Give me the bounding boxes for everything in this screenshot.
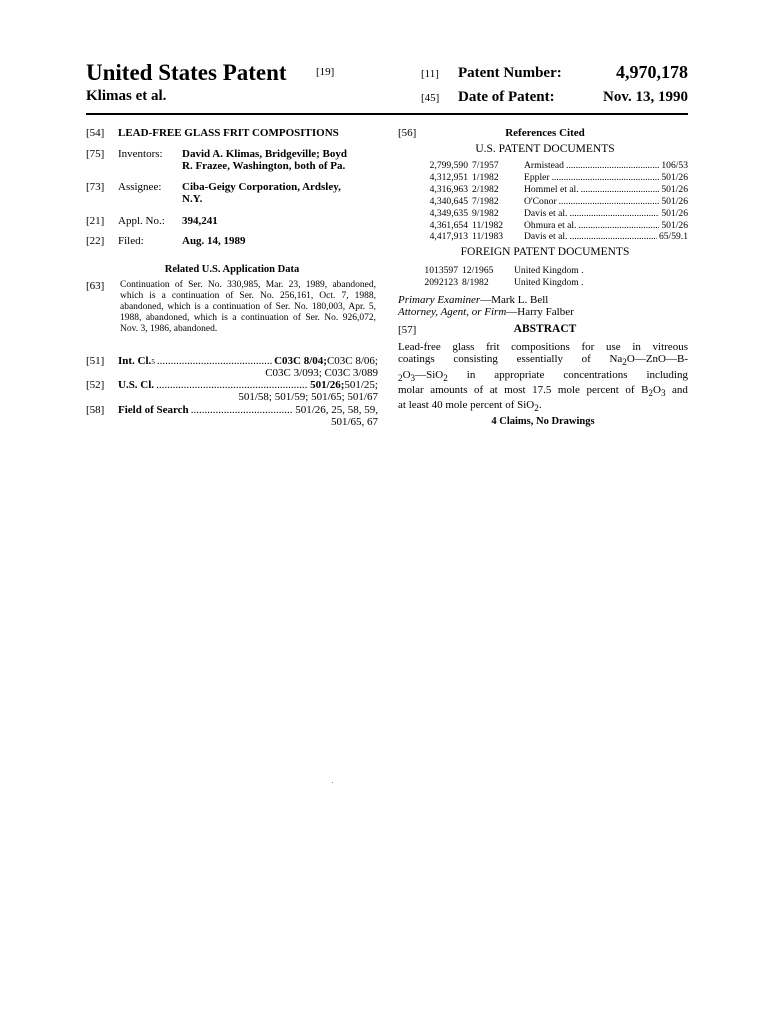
table-row xyxy=(410,220,688,232)
field-search-value: 501/26, 25, 58, 59, xyxy=(295,404,378,416)
foreign-date: 12/1965 xyxy=(462,265,494,276)
date-of-patent-value: Nov. 13, 1990 xyxy=(602,89,688,105)
ref-name: Hommel et al. xyxy=(524,183,579,195)
us-cl-code: [52] xyxy=(86,379,105,391)
ref-leader xyxy=(552,172,660,184)
abstract-heading: ABSTRACT xyxy=(513,323,577,335)
abstract-code: [57] xyxy=(398,324,417,336)
references-heading: References Cited xyxy=(505,127,585,139)
foreign-country: United Kingdom . xyxy=(514,277,584,288)
attorney: Attorney, Agent, or Firm—Harry Falber xyxy=(398,306,574,318)
ref-date: 9/1982 xyxy=(472,207,499,219)
ref-leader xyxy=(581,184,660,196)
filed-value: Aug. 14, 1989 xyxy=(182,235,246,247)
inventors-value xyxy=(182,148,378,172)
assignee-line-2: N.Y. xyxy=(182,193,203,205)
field-search-label: Field of Search xyxy=(118,404,189,416)
ref-number: 4,316,963 xyxy=(429,183,468,195)
foreign-country: United Kingdom . xyxy=(514,265,584,276)
filed-label: Filed: xyxy=(118,235,144,247)
date-of-patent-code: [45] xyxy=(421,92,440,104)
scan-speck xyxy=(332,782,333,783)
table-row xyxy=(410,196,688,208)
us-cl-label: U.S. Cl. xyxy=(118,379,155,391)
int-cl-leader xyxy=(157,355,272,367)
table-row xyxy=(410,265,688,277)
continuation-code: [63] xyxy=(86,280,105,292)
int-cl-secondary: C03C 8/06; xyxy=(326,355,378,367)
foreign-date: 8/1982 xyxy=(462,277,489,288)
table-row xyxy=(410,160,688,172)
patent-number-label: Patent Number: xyxy=(458,65,562,81)
related-data-heading: Related U.S. Application Data xyxy=(164,264,300,275)
date-of-patent-label: Date of Patent: xyxy=(458,89,555,105)
attorney-value: Harry Falber xyxy=(517,306,574,318)
continuation-text: Continuation of Ser. No. 330,985, Mar. 23, 1989, abandoned, which is a continuation of Ser. No. 256,161, Oct. 7, 1988, abandoned, which is a continuation of Ser. No. 180,003, Apr. 5, 1988, abandoned, which is a continuation of Ser. No. 926,072, Nov. 3, 1986, abandoned. xyxy=(120,280,376,334)
ref-number: 4,349,635 xyxy=(429,207,468,219)
ref-date: 7/1982 xyxy=(472,195,499,207)
inventor-short: Klimas et al. xyxy=(86,88,167,104)
patent-office-title: United States Patent xyxy=(86,60,287,85)
foreign-number: 1013597 xyxy=(424,265,458,276)
appl-no-code: [21] xyxy=(86,215,105,227)
us-cl-row xyxy=(86,379,378,403)
appl-no-value: 394,241 xyxy=(182,215,218,227)
ref-class: 501/26 xyxy=(661,219,688,231)
int-cl-row xyxy=(86,355,378,379)
foreign-number: 2092123 xyxy=(424,277,458,288)
filed-code: [22] xyxy=(86,235,105,247)
inventors-label: Inventors: xyxy=(118,148,163,160)
table-row xyxy=(410,208,688,220)
inventors-line-1: David A. Klimas, Bridgeville; Boyd xyxy=(182,148,348,160)
us-cl-secondary: 501/25; xyxy=(344,379,378,391)
ref-leader xyxy=(566,160,659,172)
field-search-code: [58] xyxy=(86,404,105,416)
claims-summary: 4 Claims, No Drawings xyxy=(491,416,595,427)
table-row xyxy=(410,184,688,196)
ref-number: 4,417,913 xyxy=(429,231,468,243)
foreign-patent-docs-table xyxy=(410,265,688,289)
ref-class: 501/26 xyxy=(661,207,688,219)
table-row xyxy=(410,172,688,184)
ref-number: 2,799,590 xyxy=(429,160,468,171)
ref-date: 7/1957 xyxy=(472,160,499,171)
us-patent-docs-table xyxy=(410,160,688,243)
int-cl-continued: C03C 3/093; C03C 3/089 xyxy=(265,367,378,379)
int-cl-code: [51] xyxy=(86,355,105,367)
header-rule xyxy=(86,113,688,115)
examiner-value: Mark L. Bell xyxy=(491,294,549,306)
ref-name: Ohmura et al. xyxy=(524,219,577,231)
ref-name: O'Conor xyxy=(524,195,557,207)
table-row xyxy=(410,231,688,243)
attorney-label: Attorney, Agent, or Firm xyxy=(398,306,507,318)
field-search-row xyxy=(86,404,378,428)
ref-number: 4,361,654 xyxy=(429,219,468,231)
assignee-value xyxy=(182,181,378,205)
ref-leader xyxy=(578,220,659,232)
patent-number-value: 4,970,178 xyxy=(616,62,688,82)
foreign-patent-docs-heading: FOREIGN PATENT DOCUMENTS xyxy=(460,246,630,258)
assignee-line-1: Ciba-Geigy Corporation, Ardsley, xyxy=(182,181,341,193)
ref-number: 4,312,951 xyxy=(429,171,468,183)
ref-name: Armistead xyxy=(524,160,564,171)
field-search-leader xyxy=(191,404,294,416)
ref-date: 11/1982 xyxy=(472,219,504,231)
ref-leader xyxy=(569,231,657,243)
ref-class: 106/53 xyxy=(661,160,688,171)
ref-name: Davis et al. xyxy=(524,231,568,243)
abstract-text: Lead-free glass frit compositions for use in vitreous coatings consisting essentially of $Na_2O—ZnO—B-$ $_2O_3—SiO_2$ in appropriate concentrations including molar amounts of at most 17.5 mole percent of $B_2O_3$ and at least 40 mole percent of SiO$_2$. xyxy=(398,341,688,414)
title-code: [19] xyxy=(316,66,335,78)
examiner-label: Primary Examiner xyxy=(398,294,481,306)
assignee-code: [73] xyxy=(86,181,105,193)
field-search-continued: 501/65, 67 xyxy=(330,416,378,428)
ref-date: 2/1982 xyxy=(472,183,499,195)
title-field-code: [54] xyxy=(86,127,105,139)
inventors-line-2: R. Frazee, Washington, both of Pa. xyxy=(182,160,346,172)
table-row xyxy=(410,277,688,289)
references-code: [56] xyxy=(398,127,417,139)
ref-date: 11/1983 xyxy=(472,231,504,243)
us-patent-docs-heading: U.S. PATENT DOCUMENTS xyxy=(475,143,615,155)
us-cl-primary: 501/26; xyxy=(310,379,345,391)
patent-number-code: [11] xyxy=(421,68,439,80)
us-cl-continued: 501/58; 501/59; 501/65; 501/67 xyxy=(238,391,378,403)
ref-name: Davis et al. xyxy=(524,207,568,219)
assignee-label: Assignee: xyxy=(118,181,162,193)
int-cl-primary: C03C 8/04; xyxy=(274,355,327,367)
ref-class: 501/26 xyxy=(661,195,688,207)
ref-date: 1/1982 xyxy=(472,171,499,183)
appl-no-label: Appl. No.: xyxy=(118,215,165,227)
ref-leader xyxy=(569,208,659,220)
int-cl-edition: 5 xyxy=(151,358,155,366)
ref-class: 501/26 xyxy=(661,183,688,195)
ref-class: 501/26 xyxy=(661,171,688,183)
ref-leader xyxy=(559,196,660,208)
primary-examiner: Primary Examiner—Mark L. Bell xyxy=(398,294,549,306)
ref-name: Eppler xyxy=(524,171,550,183)
ref-class: 65/59.1 xyxy=(658,231,688,243)
invention-title: LEAD-FREE GLASS FRIT COMPOSITIONS xyxy=(118,127,339,139)
inventors-code: [75] xyxy=(86,148,105,160)
us-cl-leader xyxy=(156,379,308,391)
ref-number: 4,340,645 xyxy=(429,195,468,207)
int-cl-label: Int. Cl. xyxy=(118,355,152,367)
